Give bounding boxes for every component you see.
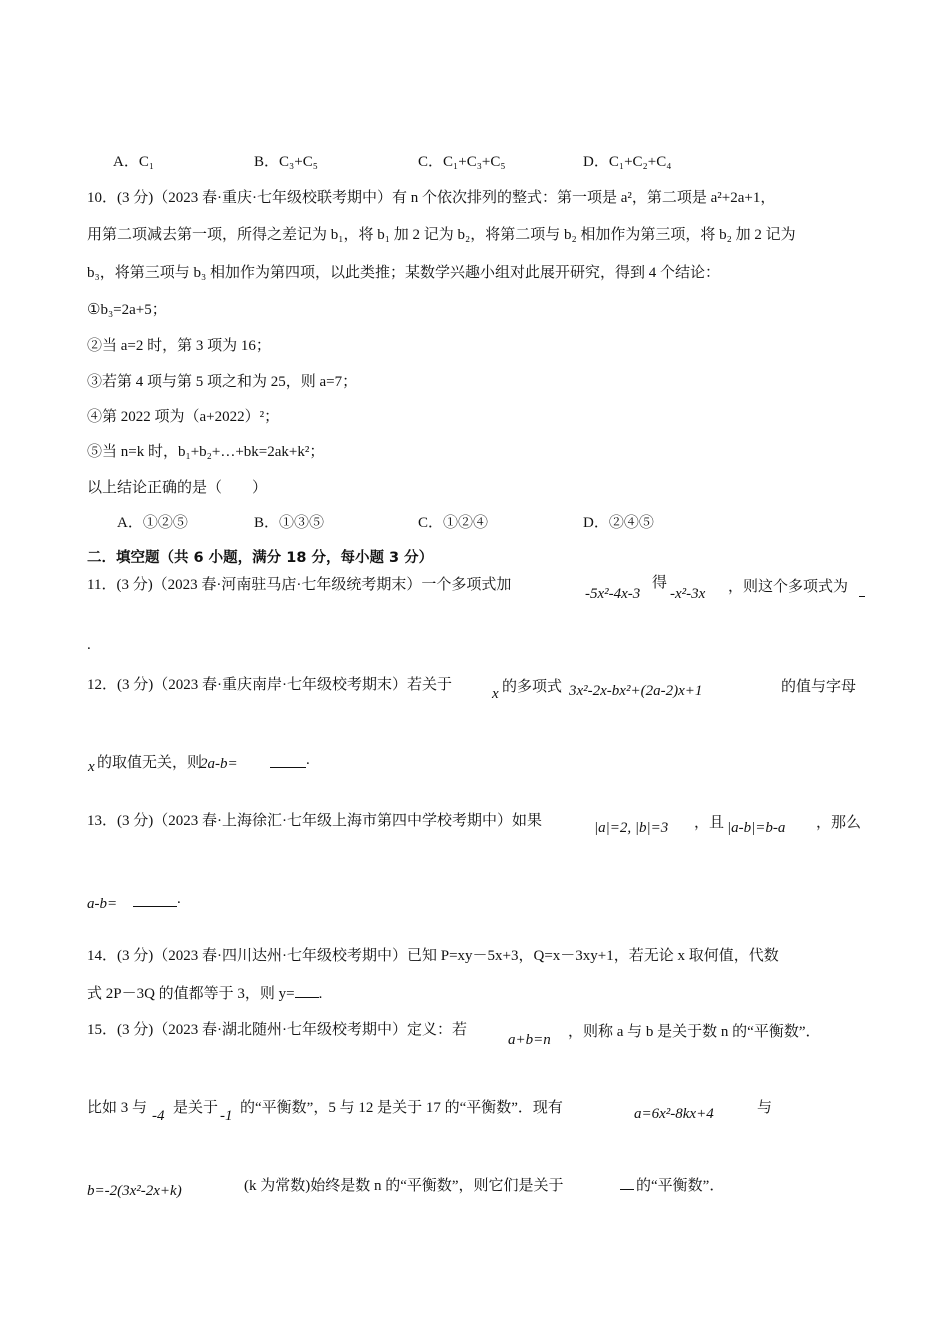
q13-text-c: ，那么 bbox=[816, 815, 862, 831]
q12-expr: 3x²-2x-bx²+(2a-2)x+1 bbox=[569, 683, 703, 699]
q15-expr-4: a=6x²-8kx+4 bbox=[634, 1106, 714, 1122]
q11-answer-blank[interactable] bbox=[859, 596, 865, 597]
q14-answer-blank[interactable] bbox=[295, 983, 319, 998]
q14-line-2-text: 式 2P－3Q 的值都等于 3，则 y= bbox=[87, 986, 295, 1002]
q14-end: . bbox=[318, 986, 323, 1002]
q10-conclusion-4: ④第 2022 项为（a+2022）²； bbox=[87, 409, 280, 425]
q14-line-1: 14．(3 分)（2023 春·四川达州·七年级校考期中）已知 P=xy－5x+3，Q=x－3xy+1，若无论 x 取何值，代数 bbox=[87, 948, 779, 964]
q15-line-2b: 是关于 bbox=[173, 1100, 219, 1116]
q13-expr-1: |a|=2, |b|=3 bbox=[594, 820, 669, 836]
q15-expr-5: b=-2(3x²-2x+k) bbox=[87, 1183, 182, 1199]
q10-option-b: B．①③⑤ bbox=[254, 515, 325, 531]
q13-end: . bbox=[177, 891, 181, 907]
q15-expr-1: a+b=n bbox=[508, 1032, 551, 1048]
q11-expr-1: -5x²-4x-3 bbox=[585, 586, 641, 602]
q10-conclusion-2: ②当 a=2 时，第 3 项为 16； bbox=[87, 338, 271, 354]
q11-end: . bbox=[87, 637, 91, 653]
q10-option-c: C．①②④ bbox=[418, 515, 489, 531]
q10-line-1: 10．(3 分)（2023 春·重庆·七年级校联考期中）有 n 个依次排列的整式：第一项是 a²，第二项是 a²+2a+1， bbox=[87, 190, 776, 206]
q11-text-c: ，则这个多项式为 bbox=[728, 579, 849, 595]
q10-option-d: D．②④⑤ bbox=[583, 515, 654, 531]
q13-answer-blank[interactable] bbox=[133, 906, 177, 907]
q11-text-a: 11．(3 分)（2023 春·河南驻马店·七年级统考期末）一个多项式加 bbox=[87, 577, 512, 593]
q15-line-3b: 的“平衡数”． bbox=[636, 1178, 725, 1194]
q15-text-b: ，则称 a 与 b 是关于数 n 的“平衡数”． bbox=[568, 1024, 821, 1040]
q13-text-a: 13．(3 分)（2023 春·上海徐汇·七年级上海市第四中学校考期中）如果 bbox=[87, 813, 542, 829]
q15-expr-3: -1 bbox=[220, 1108, 233, 1124]
q12-expr-2: 2a-b= bbox=[200, 756, 238, 772]
q15-line-2c: 的“平衡数”，5 与 12 是关于 17 的“平衡数”．现有 bbox=[240, 1100, 563, 1116]
q12-text-c: 的值与字母 bbox=[781, 679, 857, 695]
q9-options bbox=[0, 152, 950, 172]
q12-text-a: 12．(3 分)（2023 春·重庆南岸·七年级校考期末）若关于 bbox=[87, 677, 452, 693]
q12-var: x bbox=[492, 686, 499, 702]
q15-line-2d: 与 bbox=[757, 1100, 773, 1116]
q15-line-3a: (k 为常数)始终是数 n 的“平衡数”，则它们是关于 bbox=[244, 1178, 564, 1194]
q11-text-b: 得 bbox=[652, 575, 668, 591]
q15-text-a: 15．(3 分)（2023 春·湖北随州·七年级校考期中）定义：若 bbox=[87, 1022, 467, 1038]
q10-conclusion-3: ③若第 4 项与第 5 项之和为 25，则 a=7； bbox=[87, 374, 358, 390]
q9-option-a: A．C₁ bbox=[113, 154, 155, 170]
q12-text-d: 的取值无关，则 bbox=[97, 755, 203, 771]
q10-conclusion-5: ⑤当 n=k 时，b₁+b₂+…+bk=2ak+k²； bbox=[87, 444, 325, 460]
q15-expr-2: -4 bbox=[152, 1108, 165, 1124]
q13-expr-3: a-b= bbox=[87, 896, 118, 912]
q15-answer-blank[interactable] bbox=[620, 1189, 634, 1190]
q10-option-a: A．①②⑤ bbox=[117, 515, 188, 531]
q10-conclusion-1: ①b₃=2a+5； bbox=[87, 302, 167, 318]
q13-text-b: ，且 bbox=[694, 815, 725, 831]
q11-expr-2: -x²-3x bbox=[670, 586, 706, 602]
q12-var-2: x bbox=[88, 759, 95, 775]
q12-text-b: 的多项式 bbox=[502, 679, 563, 695]
q10-line-3: b₃，将第三项与 b₃ 相加作为第四项，以此类推；某数学兴趣小组对此展开研究，得到 4 个结论： bbox=[87, 265, 720, 281]
section-heading: 二．填空题（共 6 小题，满分 18 分，每小题 3 分） bbox=[87, 550, 434, 566]
q10-question: 以上结论正确的是（ ） bbox=[87, 480, 268, 496]
q10-line-2: 用第二项减去第一项，所得之差记为 b₁，将 b₁ 加 2 记为 b₂，将第二项与 b₂ 相加作为第三项，将 b₂ 加 2 记为 bbox=[87, 227, 796, 243]
q9-option-c: C．C₁+C₃+C₅ bbox=[418, 154, 506, 170]
q12-answer-blank[interactable] bbox=[270, 767, 306, 768]
q15-line-2a: 比如 3 与 bbox=[87, 1100, 148, 1116]
q9-option-d: D．C₁+C₂+C₄ bbox=[583, 154, 672, 170]
q13-expr-2: |a-b|=b-a bbox=[727, 820, 786, 836]
q9-option-b: B．C₃+C₅ bbox=[254, 154, 318, 170]
q14-line-2 bbox=[87, 983, 322, 1004]
q10-options bbox=[0, 513, 950, 533]
q12-end: . bbox=[306, 752, 310, 768]
